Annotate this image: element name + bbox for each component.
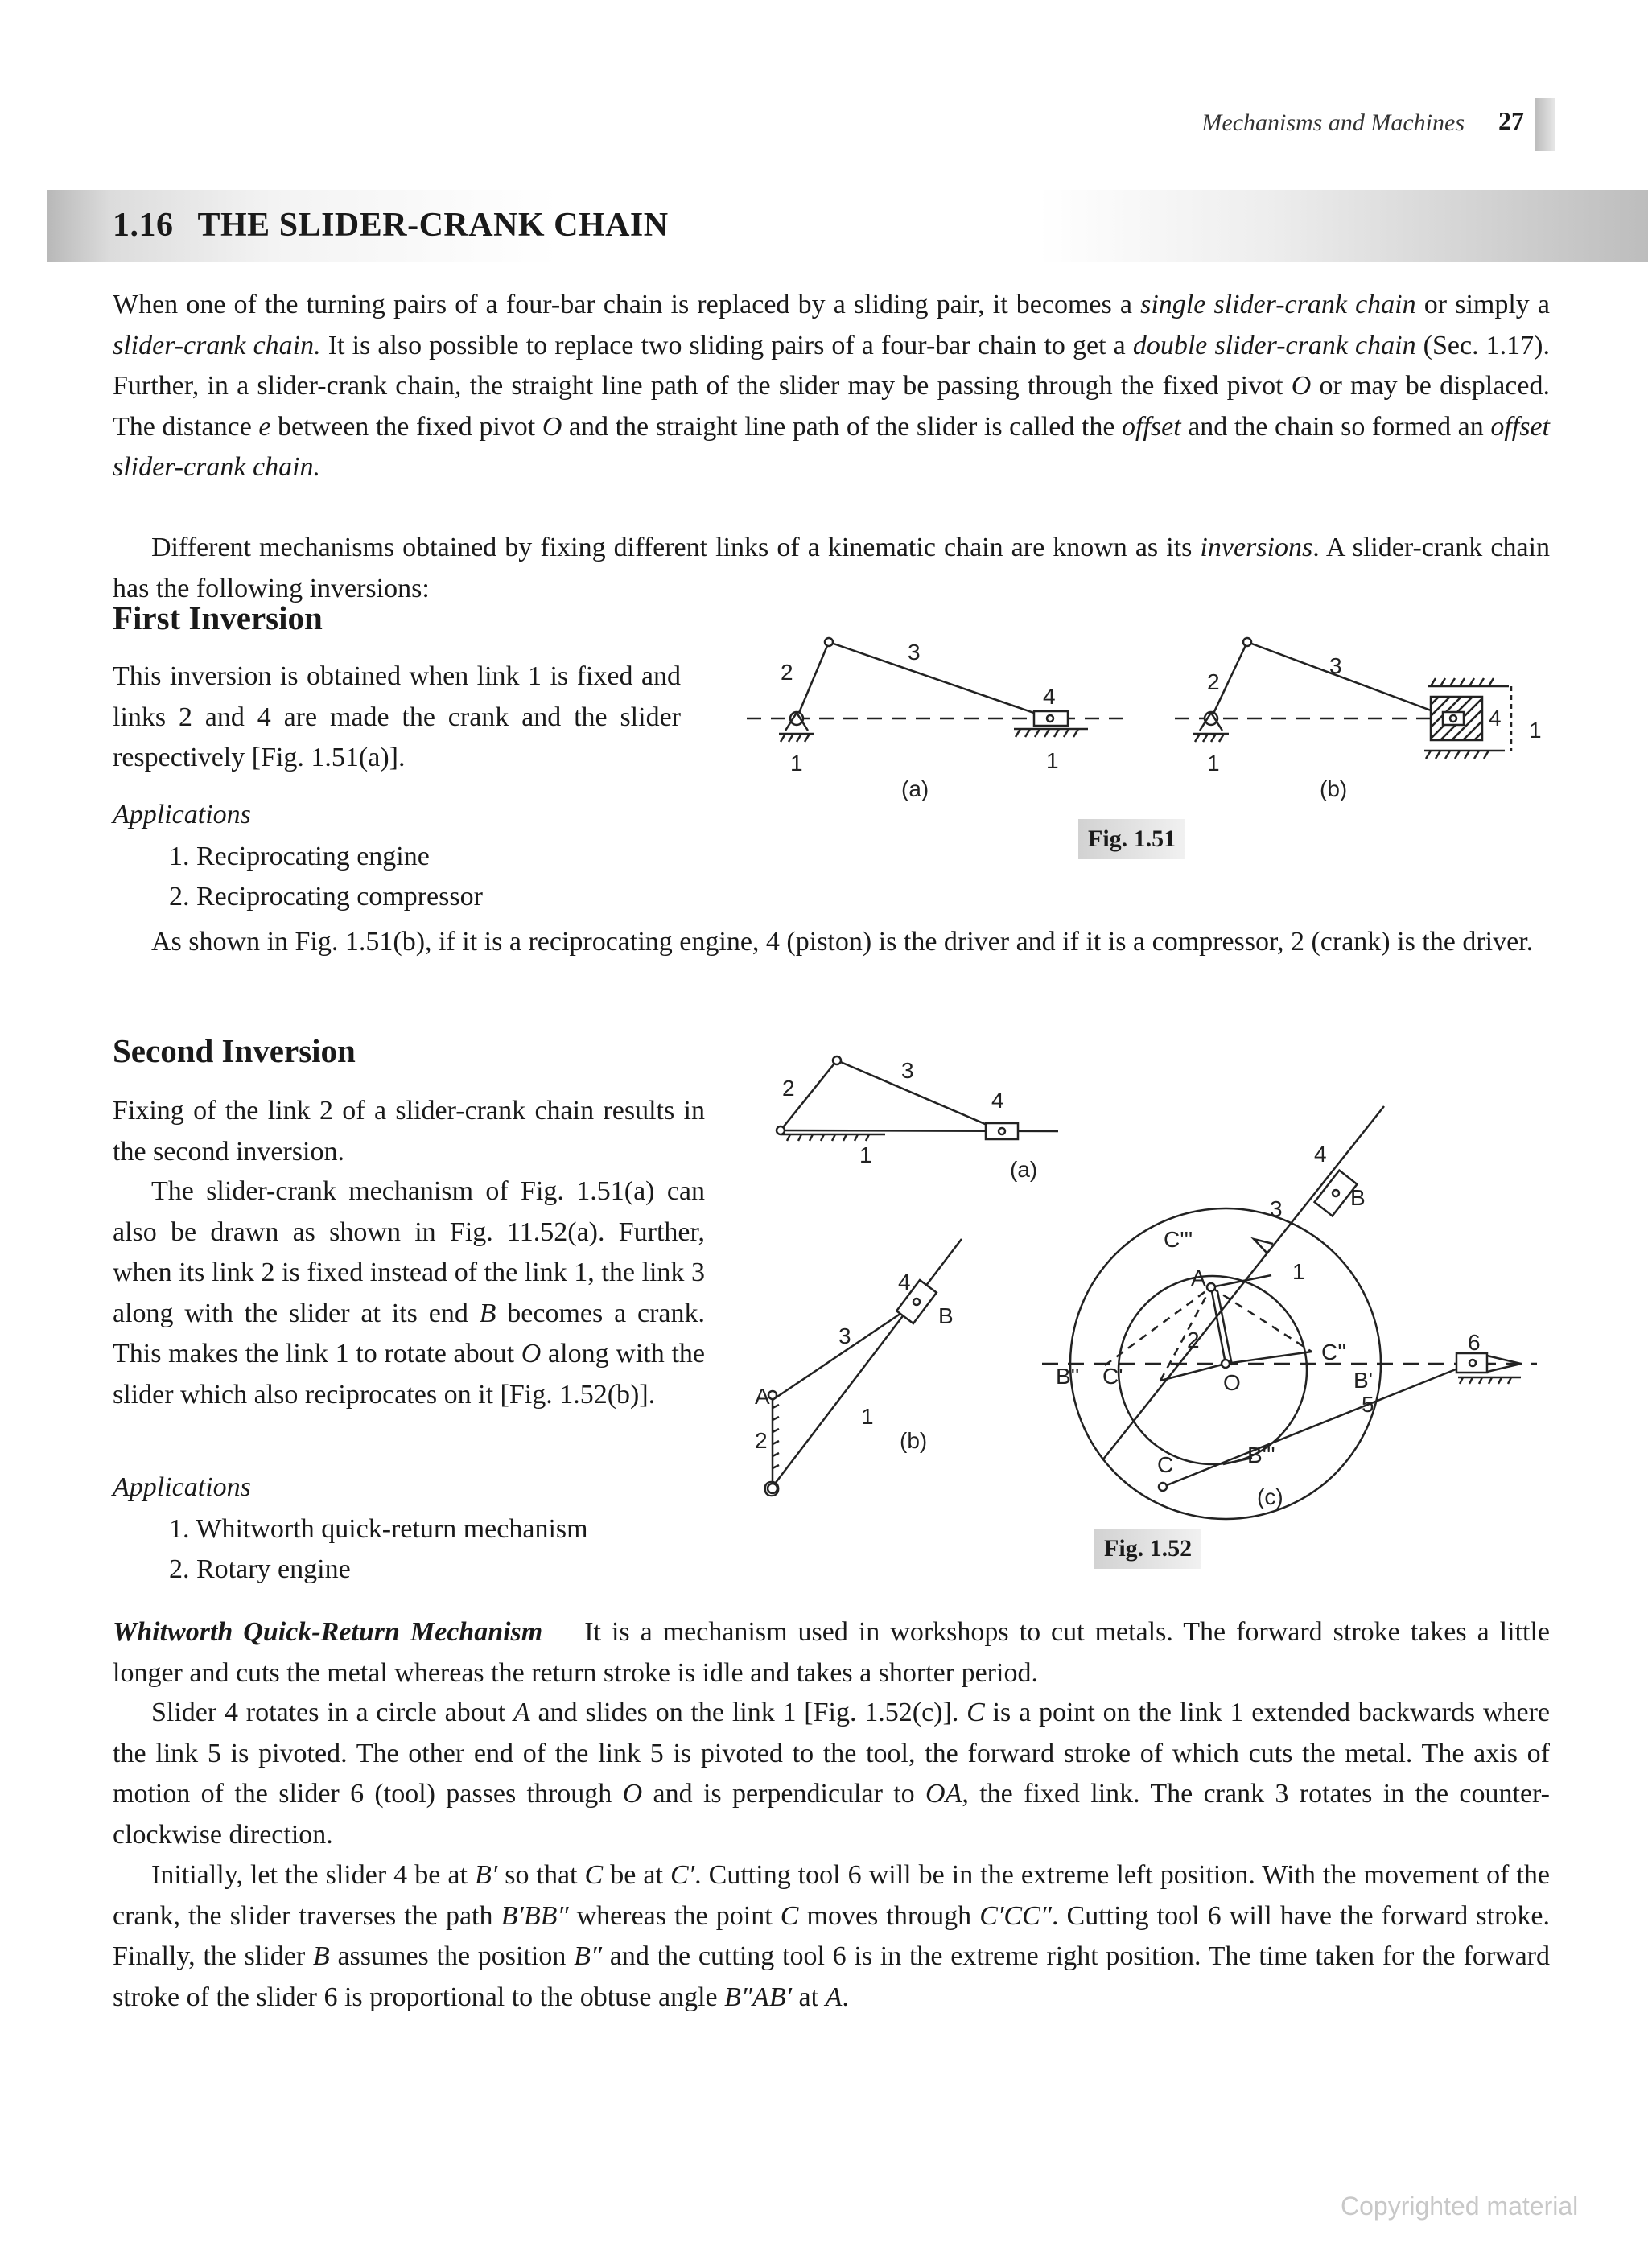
fig-1-51a-mechanism [747, 638, 1127, 742]
fig-1-52-diagram [748, 1046, 1569, 1529]
section-number: 1.16 [113, 207, 174, 244]
fig-1-52c-label-6: 6 [1468, 1330, 1481, 1355]
emphasis-run: e [258, 411, 271, 442]
first-inversion-heading: First Inversion [113, 599, 323, 636]
fig-1-52c-label-3: 3 [1270, 1196, 1283, 1221]
fig-1-51b-label-1: 1 [1207, 751, 1220, 776]
running-title: Mechanisms and Machines [1201, 109, 1465, 136]
fig-1-52c-label-C3: C''' [1164, 1227, 1193, 1252]
emphasis-run: C [584, 1860, 604, 1890]
copyright-watermark: Copyrighted material [1341, 2192, 1579, 2221]
intro-paragraph-2 [113, 528, 1550, 609]
text-run: Slider 4 rotates in a circle about [151, 1698, 513, 1727]
emphasis-run: B″ [574, 1941, 603, 1971]
text-run: It is also possible to replace two sliding pairs of a four-bar chain to get a [320, 330, 1133, 360]
first-inversion-applications-label: Applications [113, 800, 251, 829]
emphasis-run: O [521, 1339, 542, 1369]
fig-1-52c-label-4: 4 [1314, 1142, 1327, 1167]
emphasis-run: O [622, 1779, 643, 1809]
emphasis-run: double slider-crank chain [1132, 330, 1416, 360]
fig-1-52c-label-1: 1 [1292, 1259, 1305, 1284]
fig-1-51b-label-4: 4 [1489, 706, 1502, 731]
text-run: . Cutting tool 6 will be in the extreme left position. With the movement of the crank, the slider traverses the path [113, 1860, 1550, 1931]
second-application-2: 2. Rotary engine [169, 1554, 351, 1584]
second-inversion-text-2 [113, 1171, 705, 1415]
emphasis-run: B [479, 1298, 496, 1328]
emphasis-run: C [780, 1900, 799, 1931]
fig-1-52b-label-B: B [938, 1303, 954, 1328]
emphasis-run: A [825, 1982, 843, 2012]
first-inversion-note: As shown in Fig. 1.51(b), if it is a reciprocating engine, 4 (piston) is the driver and if it is a compressor, 2 (crank) is the driver. [151, 927, 1534, 957]
text-run: (Sec. 1.17). Further, in a slider-crank chain, the straight line path of the slider may be passing through the fixed pivot [113, 330, 1550, 401]
emphasis-run: B′ [474, 1860, 498, 1890]
fig-1-52c-sublabel: (c) [1257, 1484, 1283, 1509]
emphasis-run: B′BB″ [501, 1900, 569, 1931]
page-edge-tab [1535, 98, 1555, 151]
text-run: . A slider-crank chain has the following inversions: [113, 533, 1550, 603]
whitworth-heading: Whitworth Quick-Return Mechanism [113, 1617, 543, 1647]
fig-1-52c-label-C1: C' [1102, 1364, 1123, 1389]
fig-1-52c-label-B3: B''' [1247, 1443, 1275, 1467]
first-inversion-text: This inversion is obtained when link 1 is fixed and links 2 and 4 are made the crank and the slider respectively [Fig. 1.51(a)]. [113, 661, 681, 772]
text-run: is a point on the link 1 extended backwards where the link 5 is pivoted. The other end of the link 5 is pivoted to the tool, the forward stroke of which cuts the metal. The axis of motion of the slider 6 (tool) passes through [113, 1698, 1551, 1809]
intro-paragraph-1 [113, 285, 1550, 488]
fig-1-52a-sublabel: (a) [1010, 1157, 1038, 1182]
emphasis-run: C′ [670, 1860, 695, 1890]
text-run: and is perpendicular to [642, 1779, 926, 1809]
whitworth-paragraph-1-text: It is a mechanism used in workshops to cut metals. The forward stroke takes a little longer and cuts the metal whereas the return stroke is idle and takes a shorter period. [113, 1617, 1551, 1688]
text-run: assumes the position [329, 1941, 575, 1971]
fig-1-52a-label-4: 4 [991, 1088, 1004, 1113]
fig-1-51b-mechanism [1175, 638, 1511, 759]
fig-1-51-caption: Fig. 1.51 [1078, 819, 1185, 859]
fig-1-51a-label-1b: 1 [1046, 748, 1059, 773]
fig-1-52a-mechanism [777, 1056, 1058, 1141]
emphasis-run: O [542, 411, 562, 442]
fig-1-52c-label-B1: B' [1353, 1368, 1374, 1393]
emphasis-run: single slider-crank chain [1140, 290, 1416, 319]
first-application-1: 1. Reciprocating engine [169, 842, 430, 871]
fig-1-52b-mechanism [768, 1239, 962, 1493]
fig-1-52c-label-C: C [1157, 1452, 1174, 1477]
emphasis-run: C′CC″ [979, 1900, 1052, 1931]
text-run: Initially, let the slider 4 be at [151, 1860, 475, 1890]
fig-1-52b-label-4: 4 [898, 1270, 911, 1295]
emphasis-run: slider-crank chain. [113, 330, 321, 360]
text-run: or may be displaced. The distance [113, 371, 1550, 442]
fig-1-51a-label-4: 4 [1043, 684, 1056, 709]
emphasis-run: B [312, 1941, 330, 1971]
text-run: When one of the turning pairs of a four-bar chain is replaced by a sliding pair, it becomes a [113, 290, 1141, 319]
whitworth-paragraph-2 [113, 1693, 1550, 1855]
fig-1-51a-label-1: 1 [790, 751, 803, 776]
text-run: moves through [798, 1900, 980, 1931]
fig-1-52b-label-O: O [763, 1476, 781, 1501]
fig-1-52b-label-1: 1 [861, 1404, 874, 1429]
page-number: 27 [1498, 106, 1524, 135]
fig-1-52b-label-2: 2 [755, 1428, 768, 1453]
text-run: becomes a crank. This makes the link 1 to rotate about [113, 1298, 706, 1369]
fig-1-52-caption: Fig. 1.52 [1094, 1529, 1201, 1569]
emphasis-run: inversions [1200, 533, 1313, 562]
second-inversion-applications-label: Applications [113, 1472, 251, 1502]
fig-1-52c-label-B: B [1350, 1185, 1366, 1210]
text-run: The slider-crank mechanism of Fig. 1.51(a) can also be drawn as shown in Fig. 11.52(a). Further, when its link 2 is fixed instead of the link 1, the link 3 along with the slider at its end [113, 1176, 705, 1328]
whitworth-paragraph-3 [113, 1855, 1550, 2018]
whitworth-paragraph-1 [113, 1612, 1550, 1694]
second-application-1: 1. Whitworth quick-return mechanism [169, 1514, 588, 1544]
text-run: so that [497, 1860, 585, 1890]
fig-1-51b-label-1b: 1 [1529, 718, 1542, 743]
emphasis-run: C [966, 1698, 985, 1727]
fig-1-51a-label-2: 2 [781, 660, 793, 685]
fig-1-52c-label-2: 2 [1187, 1327, 1200, 1352]
emphasis-run: A [513, 1698, 530, 1727]
fig-1-52b-sublabel: (b) [900, 1428, 928, 1453]
fig-1-51a-label-3: 3 [908, 640, 921, 665]
fig-1-52c-label-C2: C'' [1321, 1340, 1346, 1365]
emphasis-run: B″AB′ [724, 1982, 793, 2012]
fig-1-52c-label-O: O [1223, 1370, 1241, 1395]
section-title: THE SLIDER-CRANK CHAIN [197, 207, 669, 244]
second-inversion-text-1: Fixing of the link 2 of a slider-crank chain results in the second inversion. [113, 1096, 705, 1167]
second-inversion-heading: Second Inversion [113, 1032, 356, 1069]
fig-1-51b-label-2: 2 [1207, 669, 1220, 694]
text-run: at [792, 1982, 826, 2012]
fig-1-51-diagram [724, 628, 1569, 821]
fig-1-51b-sublabel: (b) [1320, 776, 1348, 801]
text-run: . [842, 1982, 849, 2012]
first-application-2: 2. Reciprocating compressor [169, 882, 483, 912]
fig-1-51a-sublabel: (a) [901, 776, 929, 801]
text-run: . Cutting tool 6 will have the forward stroke. Finally, the slider [113, 1900, 1550, 1971]
text-run: , the fixed link. The crank 3 rotates in the counter-clockwise direction. [113, 1779, 1550, 1850]
text-run: Different mechanisms obtained by fixing different links of a kinematic chain are known as its [151, 533, 1201, 562]
fig-1-52a-label-2: 2 [782, 1076, 795, 1101]
emphasis-run: offset slider-crank chain. [113, 411, 1550, 482]
text-run: along with the slider which also reciprocates on it [Fig. 1.52(b)]. [113, 1339, 705, 1410]
fig-1-52c-label-5: 5 [1362, 1392, 1374, 1417]
text-run: be at [603, 1860, 670, 1890]
fig-1-52a-label-3: 3 [901, 1058, 914, 1083]
section-heading [113, 206, 669, 245]
fig-1-52c-label-A: A [1191, 1266, 1206, 1290]
text-run: whereas the point [568, 1900, 781, 1931]
fig-1-52c-mechanism [1042, 1106, 1537, 1519]
emphasis-run: O [1291, 371, 1312, 401]
fig-1-52b-label-A: A [755, 1384, 770, 1409]
text-run: or simply a [1415, 290, 1551, 319]
fig-1-51b-label-3: 3 [1329, 653, 1342, 678]
fig-1-52a-label-1: 1 [859, 1142, 872, 1167]
text-run: and the straight line path of the slider is called the [562, 411, 1122, 442]
emphasis-run: OA [925, 1779, 962, 1809]
text-run: between the fixed pivot [270, 411, 542, 442]
text-run: and the chain so formed an [1180, 411, 1491, 442]
fig-1-52c-label-B2: B'' [1056, 1364, 1080, 1389]
fig-1-52b-label-3: 3 [838, 1323, 851, 1348]
emphasis-run: offset [1121, 411, 1181, 442]
text-run: and slides on the link 1 [Fig. 1.52(c)]. [529, 1698, 967, 1727]
text-run: and the cutting tool 6 is in the extreme right position. The time taken for the forward stroke of the slider 6 is proportional to the obtuse angle [113, 1941, 1550, 2012]
